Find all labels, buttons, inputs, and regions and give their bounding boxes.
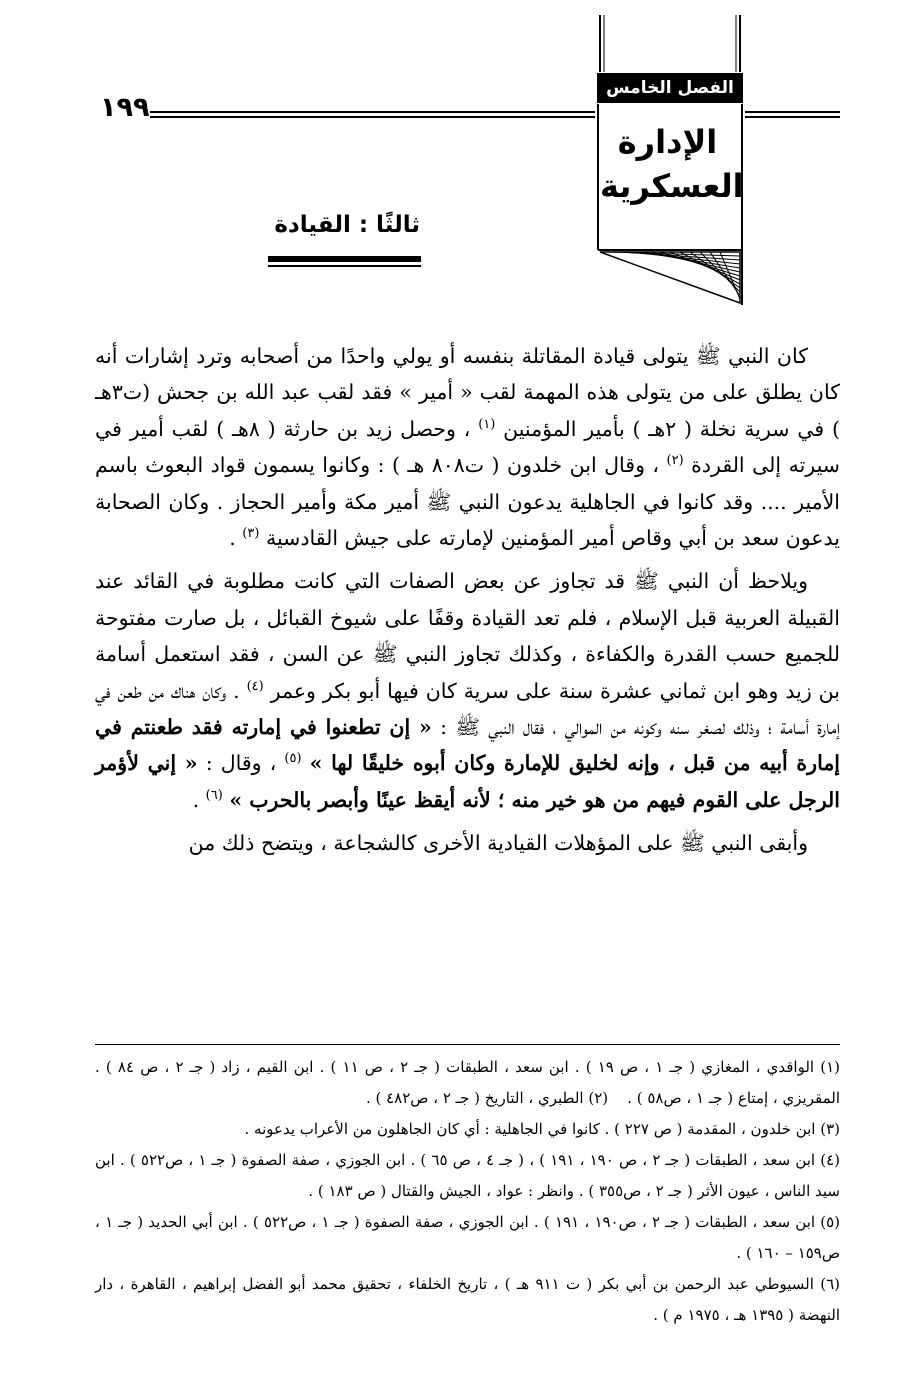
footnote-ref: (٤) [246,678,264,694]
footnote-ref: (١) [478,416,496,432]
footnote-ref: (٥) [284,751,302,767]
footnote-5: (٥) ابن سعد ، الطبقات ( جـ ٢ ، ص١٩٠ ، ١٩١ ) . ابن الجوزي ، صفة الصفوة ( جـ ١ ، ص٥٢٢ ) . ابن أبي الحديد ( جـ ١ ، ص١٥٩ – ١٦٠ ) . [95,1213,841,1262]
section-underline [268,256,421,262]
page-number: ١٩٩ [100,92,150,123]
paragraph-2: ويلاحظ أن النبي ﷺ قد تجاوز عن بعض الصفات التي كانت مطلوبة في القائد عند القبيلة العربية قبل الإسلام ، فلم تعد القيادة وقفًا على شيوخ القبائل ، بل صارت مفتوحة للجميع حسب القدرة والكفاءة ، وكذلك تجاوز النبي ﷺ عن السن ، فقد استعمل أسامة بن زيد وهو ابن ثماني عشرة سنة على سرية كان فيها أبو بكر وعمر $^{(٤)}$ . وكان هناك من طعن في إمارة أسامة ؛ وذلك لصغر سنه وكونه من الموالي ، فقال النبي ﷺ : « إن تطعنوا في إمارته فقد طعنتم في إمارة أبيه من قبل ، وإنه لخليق للإمارة وكان أبوه خليقًا لها » $^{(٥)}$ ، وقال : « إني لأؤمر الرجل على القوم فيهم من هو خير منه ؛ لأنه أيقظ عينًا وأبصر بالحرب » $^{(٦)}$ . [95,569,840,812]
footnote-3: (٣) ابن خلدون ، المقدمة ( ص ٢٢٧ ) . كانوا في الجاهلية : أي كان الجاهلون من الأعراب يدعونه . [244,1120,840,1138]
section-title: ثالثًا : القيادة [274,212,420,238]
header-rule-right [745,111,840,113]
body-text [95,338,840,869]
footnotes [95,1052,840,1331]
section-underline-thin [268,265,421,267]
chapter-title [600,120,744,208]
paragraph-3: وأبقى النبي ﷺ على المؤهلات القيادية الأخرى كالشجاعة ، ويتضح ذلك من [188,831,808,856]
hadith-quote-1: « إن تطعنوا في إمارته فقد طعنتم في إمارة أبيه من قبل ، وإنه لخليق للإمارة وكان أبوه خليقًا لها » [95,715,840,776]
paragraph-1: كان النبي ﷺ يتولى قيادة المقاتلة بنفسه أو يولي واحدًا من أصحابه وترد إشارات أنه كان يطلق على من يتولى هذه المهمة لقب « أمير » فقد لقب عبد الله بن جحش (ت٣هـ ) في سرية نخلة ( ٢هـ ) بأمير المؤمنين $^{(١)}$ ، وحصل زيد بن حارثة ( ٨هـ ) لقب أمير في سيرته إلى القردة $^{(٢)}$ ، وقال ابن خلدون ( ت٨٠٨ هـ ) : وكانوا يسمون قواد البعوث باسم الأمير .... وقد كانوا في الجاهلية يدعون النبي ﷺ أمير مكة وأمير الحجاز . وكان الصحابة يدعون سعد بن أبي وقاص أمير المؤمنين لإمارته على جيش القادسية $^{(٣)}$ . [95,344,840,551]
footnote-ref: (٢) [666,453,684,469]
footnote-ref: (٣) [242,526,260,542]
footnote-1: (١) الواقدي ، المغازي ( جـ ١ ، ص ١٩ ) . ابن سعد ، الطبقات ( جـ ٢ ، ص ١١ ) . ابن القيم ، زاد ( جـ ٢ ، ص ٨٤ ) . المقريزي ، إمتاع ( جـ ١ ، ص٥٨ ) . (٢) الطبري ، التاريخ ( جـ ٢ ، ص٤٨٢ ) . [95,1058,841,1107]
footnote-6: (٦) السيوطي عبد الرحمن بن أبي بكر ( ت ٩١١ هـ ) ، تاريخ الخلفاء ، تحقيق محمد أبو الفضل إبراهيم ، القاهرة ، دار النهضة ( ١٣٩٥ هـ ، ١٩٧٥ م ) . [95,1275,840,1324]
footnote-rule [95,1044,840,1045]
header-rule-left [150,111,595,113]
header-rule-right-2 [745,116,840,118]
hadith-quote-2: « إني لأؤمر الرجل على القوم فيهم من هو خير منه ؛ لأنه أيقظ عينًا وأبصر بالحرب » [95,751,840,812]
chapter-label: الفصل الخامس [597,73,743,103]
footnote-ref: (٦) [205,788,223,804]
chapter-title-line2: العسكرية [600,167,744,205]
footnote-4: (٤) ابن سعد ، الطبقات ( جـ ٢ ، ص ١٩٠ ، ١٩١ ) ، ( جـ ٤ ، ص ٦٥ ) . ابن الجوزي ، صفة الصفوة ( جـ ١ ، ص٥٢٢ ) . ابن سيد الناس ، عيون الأثر ( جـ ٢ ، ص٣٥٥ ) . وانظر : عواد ، الجيش والقتال ( ص ١٨٣ ) . [95,1151,841,1200]
header-rule-left-2 [150,116,595,118]
chapter-title-line1: الإدارة [617,123,718,161]
